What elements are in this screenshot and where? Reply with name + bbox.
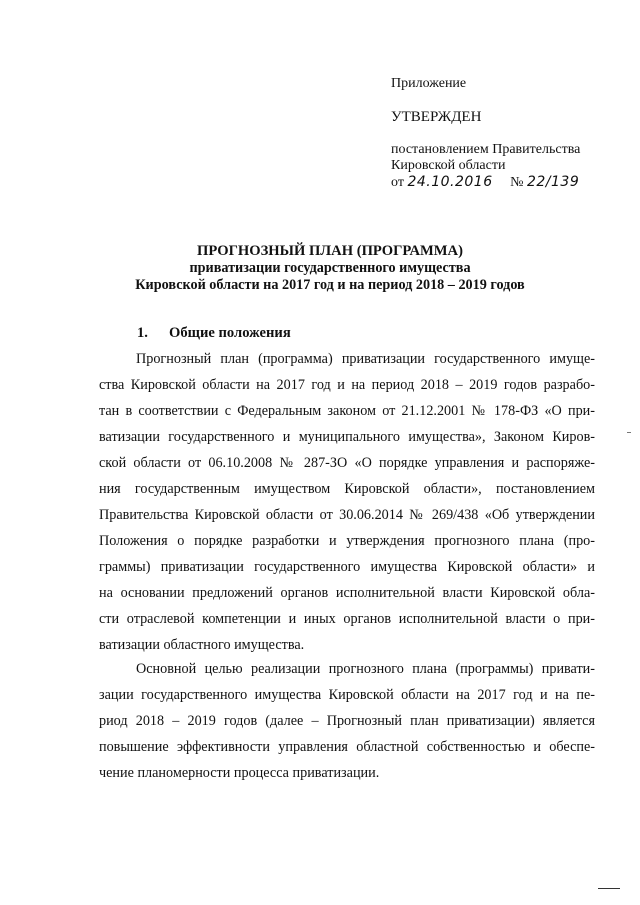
number-prefix: №	[510, 175, 524, 190]
paragraph-line: зации государственного имущества Кировской области на 2017 год и на пе-	[99, 687, 595, 703]
scan-edge-mark	[627, 432, 631, 433]
paragraph-line: ской области от 06.10.2008 № 287-ЗО «О порядке управления и распоряже-	[99, 455, 595, 471]
title-line-2: приватизации государственного имущества	[189, 260, 471, 276]
decree-date-line	[391, 174, 626, 191]
title-line-1: ПРОГНОЗНЫЙ ПЛАН (ПРОГРАММА)	[197, 243, 463, 259]
paragraph-line: тан в соответствии с Федеральным законом от 21.12.2001 № 178-ФЗ «О при-	[99, 403, 595, 419]
paragraph-line: Основной целью реализации прогнозного плана (программы) привати-	[136, 661, 595, 677]
paragraph-line: ния государственным имуществом Кировской области», постановлением	[99, 481, 595, 497]
paragraph-line: Прогнозный план (программа) приватизации государственного имуще-	[136, 351, 595, 367]
paragraph-1	[99, 346, 595, 658]
paragraph-line: на основании предложений органов исполнительной власти Кировской обла-	[99, 585, 595, 601]
paragraph-line: повышение эффективности управления областной собственностью и обеспе-	[99, 739, 595, 755]
decree-line-1: постановлением Правительства	[391, 142, 581, 157]
paragraph-line: Положения о порядке разработки и утверждения прогнозного плана (про-	[99, 533, 595, 549]
section-title: Общие положения	[169, 325, 291, 341]
paragraph-line: ватизации областного имущества.	[99, 637, 305, 653]
approval-stamp	[391, 76, 626, 191]
page-bottom-rule	[598, 888, 620, 889]
paragraph-line: сти отраслевой компетенции и иных органов исполнительной власти о при-	[99, 611, 595, 627]
paragraph-2	[99, 656, 595, 786]
date-prefix: от	[391, 175, 404, 190]
document-title	[100, 243, 560, 294]
paragraph-line: чение планомерности процесса приватизации.	[99, 765, 380, 781]
section-heading	[137, 325, 291, 342]
paragraph-line: Правительства Кировской области от 30.06.2014 № 269/438 «Об утверждении	[99, 507, 595, 523]
annex-label: Приложение	[391, 76, 467, 91]
paragraph-line: риод 2018 – 2019 годов (далее – Прогнозный план приватизации) является	[99, 713, 595, 729]
paragraph-line: ватизации государственного и муниципального имущества», Законом Киров-	[99, 429, 595, 445]
title-line-3: Кировской области на 2017 год и на период 2018 – 2019 годов	[135, 277, 525, 293]
decree-line-2: Кировской области	[391, 158, 506, 173]
paragraph-line: ства Кировской области на 2017 год и на период 2018 – 2019 годов разрабо-	[99, 377, 595, 393]
section-number: 1.	[137, 325, 148, 341]
decree-date: 24.10.2016	[407, 174, 493, 190]
approved-label: УТВЕРЖДЕН	[391, 109, 482, 125]
paragraph-line: граммы) приватизации государственного имущества Кировской области» и	[99, 559, 595, 575]
decree-number: 22/139	[526, 174, 580, 190]
